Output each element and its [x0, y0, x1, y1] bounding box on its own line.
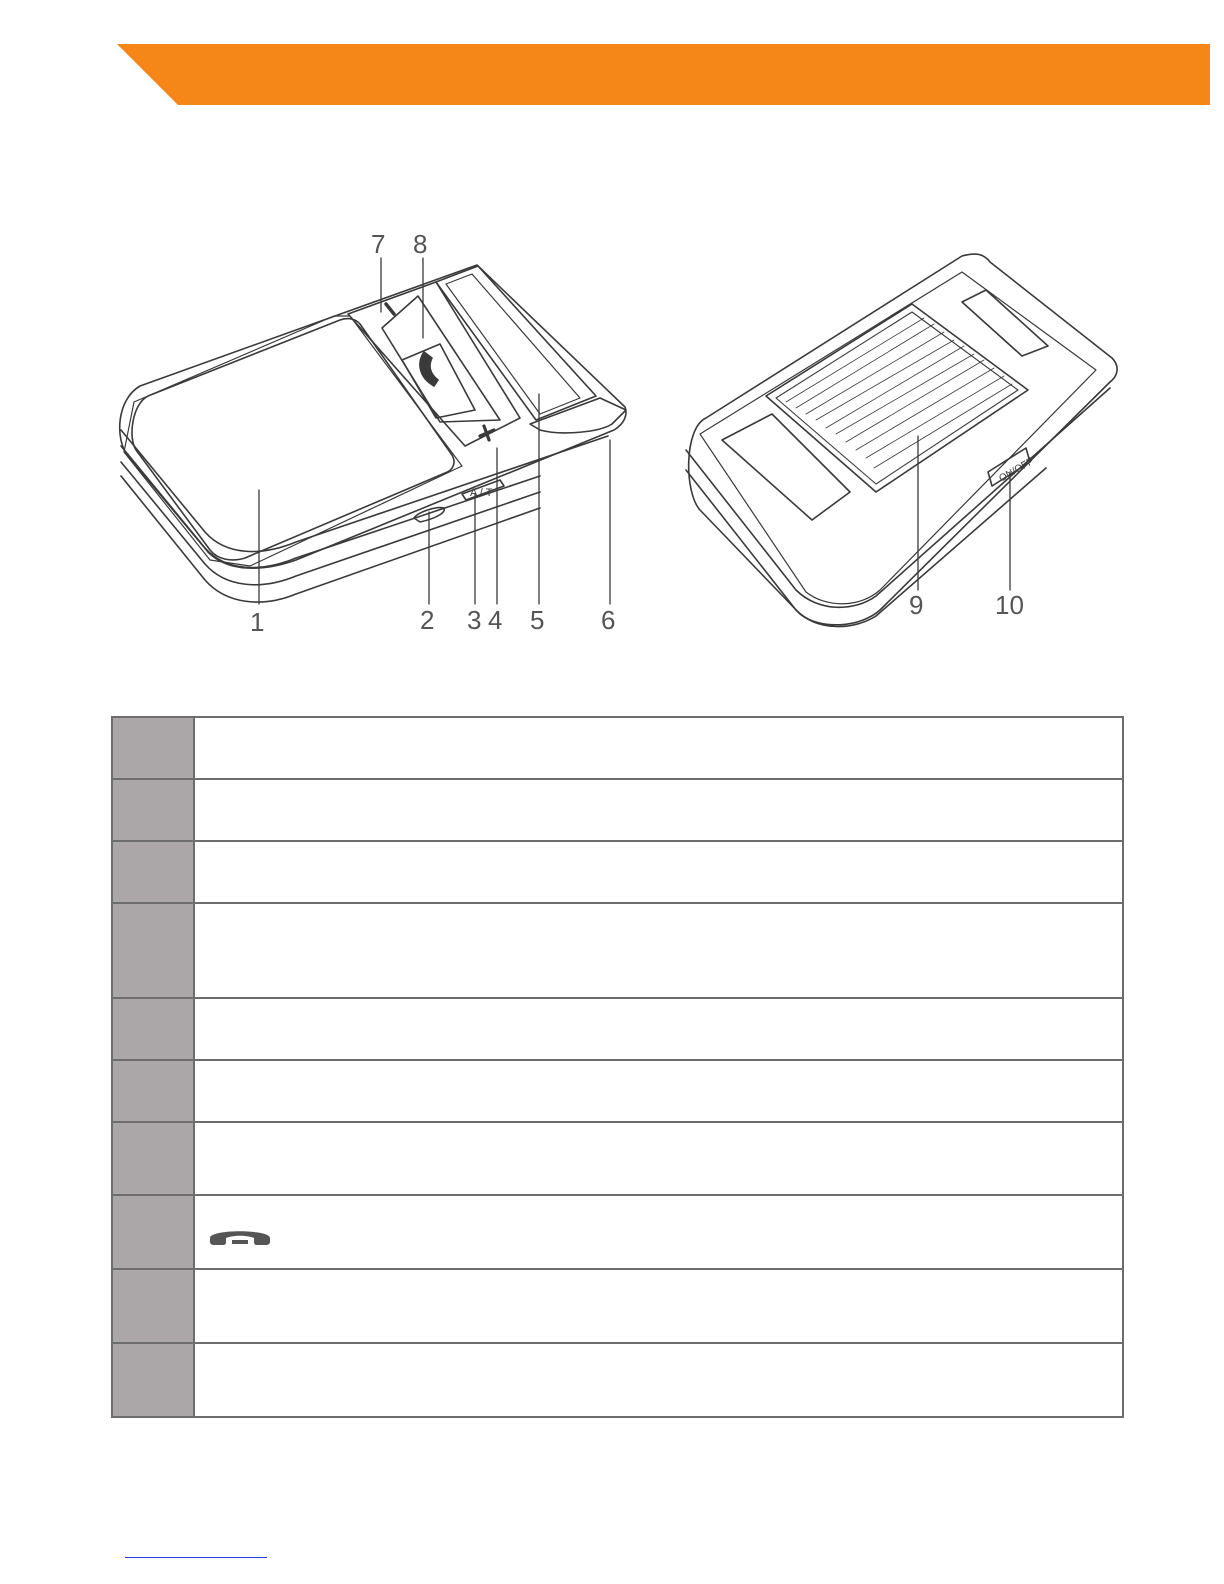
table-row	[112, 717, 1123, 779]
svg-text:A / T: A / T	[470, 487, 493, 499]
part-description-cell	[194, 903, 1123, 998]
part-description-cell	[194, 1343, 1123, 1417]
front-view	[120, 265, 626, 602]
table-row	[112, 1060, 1123, 1122]
callout-8: 8	[413, 229, 428, 259]
table-row	[112, 903, 1123, 998]
part-number-cell	[112, 1343, 194, 1417]
part-description-cell	[194, 841, 1123, 903]
callout-6: 6	[601, 605, 616, 635]
footer-link-underline	[125, 1557, 267, 1558]
part-number-cell	[112, 1060, 194, 1122]
part-number-cell	[112, 1269, 194, 1343]
header-banner	[0, 0, 1224, 120]
part-description-cell	[194, 1122, 1123, 1195]
callout-10: 10	[995, 590, 1024, 620]
part-number-cell	[112, 1122, 194, 1195]
callout-4: 4	[488, 605, 503, 635]
solar-cells	[786, 318, 1012, 468]
end-call-icon	[207, 1224, 273, 1248]
callout-1: 1	[250, 607, 265, 637]
callout-7: 7	[371, 229, 386, 259]
callout-2: 2	[420, 605, 435, 635]
part-description-cell	[194, 1269, 1123, 1343]
back-view	[686, 254, 1117, 627]
table-row	[112, 1122, 1123, 1195]
table-row	[112, 1343, 1123, 1417]
table-row	[112, 779, 1123, 841]
table-row	[112, 841, 1123, 903]
table-row	[112, 998, 1123, 1060]
part-description-cell	[194, 998, 1123, 1060]
part-number-cell	[112, 779, 194, 841]
part-description-cell	[194, 779, 1123, 841]
part-number-cell	[112, 841, 194, 903]
part-description-cell	[194, 717, 1123, 779]
part-description-cell	[194, 1195, 1123, 1269]
part-number-cell	[112, 717, 194, 779]
part-number-cell	[112, 903, 194, 998]
table-row	[112, 1269, 1123, 1343]
parts-table	[111, 716, 1124, 1418]
device-illustration	[0, 200, 1224, 660]
table-row	[112, 1195, 1123, 1269]
svg-text:ON/OFF: ON/OFF	[997, 456, 1036, 485]
callout-3: 3	[467, 605, 482, 635]
callout-5: 5	[530, 605, 545, 635]
part-description-cell	[194, 1060, 1123, 1122]
part-number-cell	[112, 998, 194, 1060]
callout-9: 9	[909, 590, 924, 620]
part-number-cell	[112, 1195, 194, 1269]
